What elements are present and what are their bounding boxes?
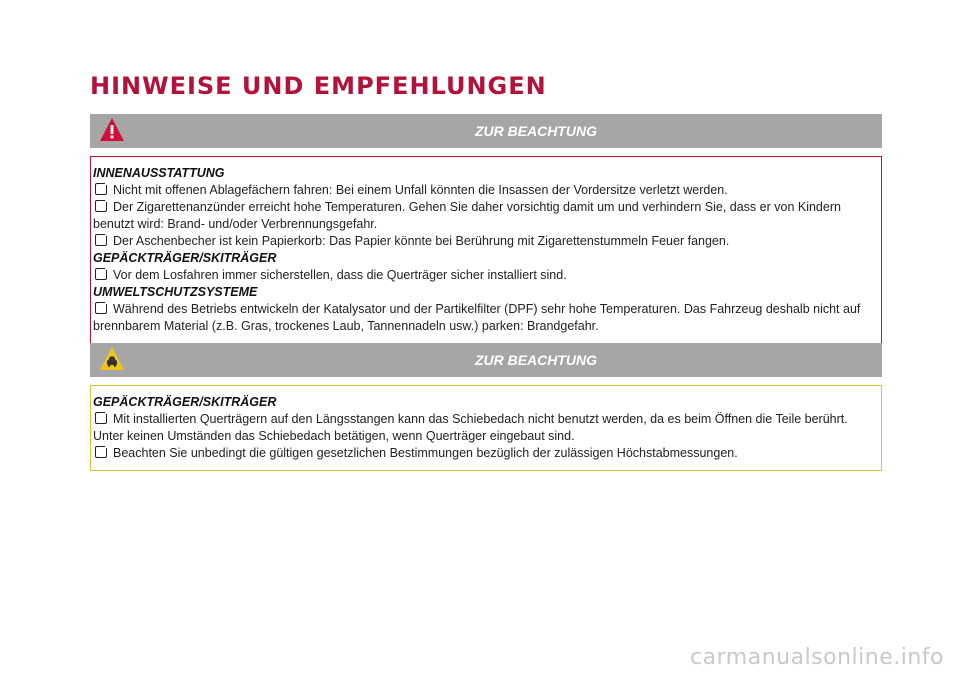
list-item: Mit installierten Querträgern auf den Längsstangen kann das Schiebedach nicht benutzt werden, da es beim Öffnen die Teile berührt. Unter keinen Umständen das Schiebedach betätigen, wenn Querträger eingebaut sind. <box>93 412 848 443</box>
bullet-box-icon <box>95 200 107 212</box>
warning-header-label: ZUR BEACHTUNG <box>474 123 598 139</box>
list-item: Während des Betriebs entwickeln der Katalysator und der Partikelfilter (DPF) sehr hohe Temperaturen. Das Fahrzeug deshalb nicht auf brennbarem Material (z.B. Gras, trockenes Laub, Tannennadeln usw.) parken: Brandgefahr. <box>93 302 861 333</box>
section-heading: UMWELTSCHUTZSYSTEME <box>93 285 258 299</box>
section-heading: GEPÄCKTRÄGER/SKITRÄGER <box>93 395 277 409</box>
warning-body-2 <box>90 385 882 471</box>
warning-block-1 <box>90 114 882 344</box>
warning-header-2 <box>90 343 882 377</box>
bullet-box-icon <box>95 183 107 195</box>
warning-header-1 <box>90 114 882 148</box>
list-item: Vor dem Losfahren immer sicherstellen, dass die Querträger sicher installiert sind. <box>93 267 879 284</box>
bullet-box-icon <box>95 302 107 314</box>
warning-body-1 <box>90 156 882 344</box>
section-heading: INNENAUSSTATTUNG <box>93 166 225 180</box>
list-item: Der Aschenbecher ist kein Papierkorb: Das Papier könnte bei Berührung mit Zigarettenstummeln Feuer fangen. <box>93 233 879 250</box>
bullet-box-icon <box>95 234 107 246</box>
list-item: Der Zigarettenanzünder erreicht hohe Temperaturen. Gehen Sie daher vorsichtig damit um und verhindern Sie, dass er von Kindern benutzt wird: Brand- und/oder Verbrennungsgefahr. <box>93 200 841 231</box>
watermark: carmanualsonline.info <box>690 645 944 670</box>
warning-block-2 <box>90 343 882 471</box>
page-title: HINWEISE UND EMPFEHLUNGEN <box>90 72 547 100</box>
warning-header-label: ZUR BEACHTUNG <box>474 352 598 368</box>
bullet-box-icon <box>95 268 107 280</box>
list-item: Nicht mit offenen Ablagefächern fahren: Bei einem Unfall könnten die Insassen der Vordersitze verletzt werden. <box>93 182 879 199</box>
section-heading: GEPÄCKTRÄGER/SKITRÄGER <box>93 251 277 265</box>
list-item: Beachten Sie unbedingt die gültigen gesetzlichen Bestimmungen bezüglich der zulässigen Höchstabmessungen. <box>93 445 879 462</box>
bullet-box-icon <box>95 446 107 458</box>
bullet-box-icon <box>95 412 107 424</box>
